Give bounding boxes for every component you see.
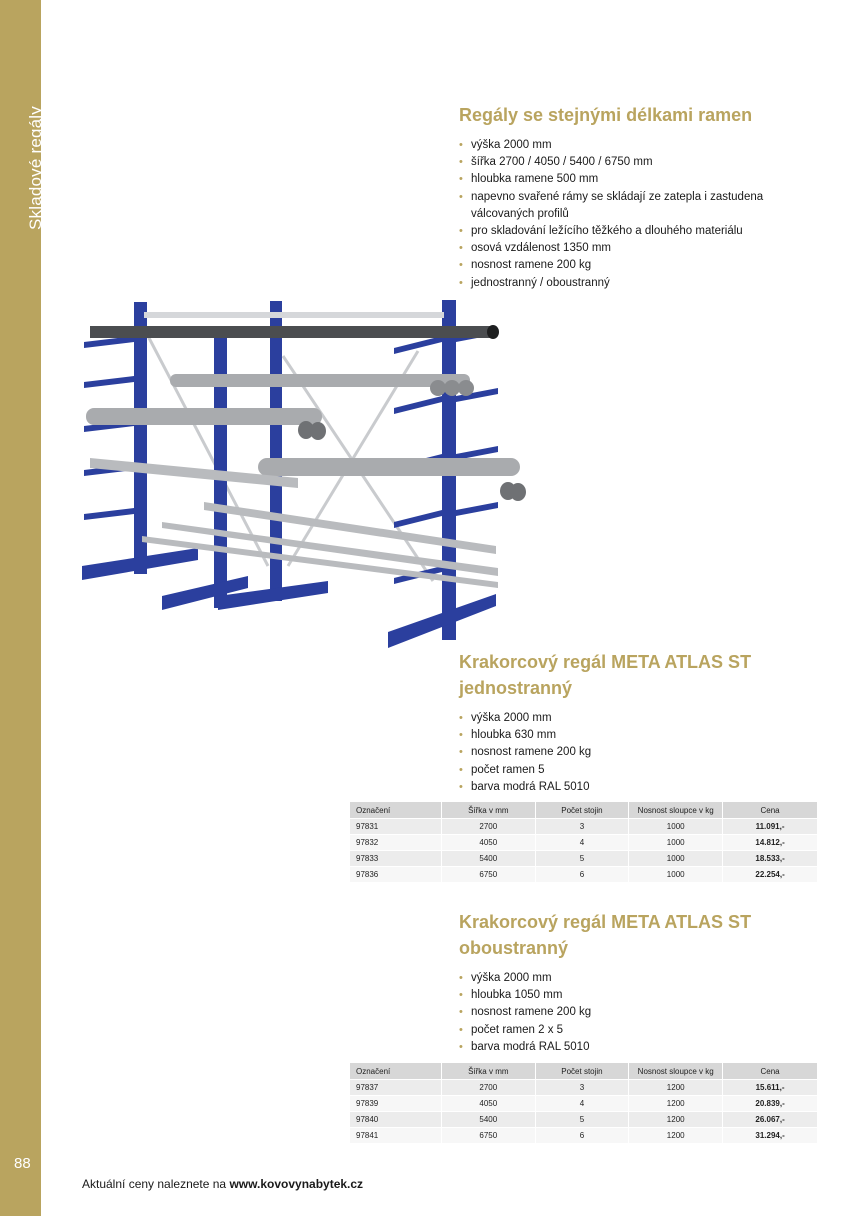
list-item: • hloubka 1050 mm bbox=[459, 987, 819, 1004]
table-cell: 6 bbox=[536, 1127, 629, 1143]
footer-prefix: Aktuální ceny naleznete na bbox=[82, 1177, 227, 1191]
table-cell: 1200 bbox=[629, 1079, 722, 1095]
column-header: Nosnost sloupce v kg bbox=[629, 802, 722, 818]
table-cell: 1200 bbox=[629, 1095, 722, 1111]
table-cell: 4050 bbox=[442, 834, 535, 850]
price-cell: 22.254,- bbox=[723, 866, 817, 882]
table-cell: 97840 bbox=[350, 1111, 441, 1127]
double-sided-title bbox=[459, 909, 819, 961]
table-cell: 4 bbox=[536, 1095, 629, 1111]
list-item: • šířka 2700 / 4050 / 5400 / 6750 mm bbox=[459, 154, 819, 171]
table-cell: 1000 bbox=[629, 866, 722, 882]
table-header-row bbox=[350, 1063, 817, 1079]
column-header: Počet stojin bbox=[536, 1063, 629, 1079]
list-item: • barva modrá RAL 5010 bbox=[459, 1039, 819, 1056]
section-label: Skladové regály bbox=[26, 106, 45, 230]
column-header: Šířka v mm bbox=[442, 802, 535, 818]
pipe-top-light bbox=[144, 312, 444, 318]
intro-bullets bbox=[459, 137, 819, 292]
list-item: • hloubka ramene 500 mm bbox=[459, 171, 819, 188]
list-item: • napevno svařené rámy se skládají ze zatepla i zastudena válcovaných profilů bbox=[459, 189, 779, 223]
pipe-middle-right bbox=[258, 458, 526, 501]
double-sided-price-table bbox=[349, 1063, 818, 1143]
table-row bbox=[350, 866, 817, 882]
list-item: • nosnost ramene 200 kg bbox=[459, 744, 819, 761]
price-cell: 11.091,- bbox=[723, 818, 817, 834]
table-row bbox=[350, 818, 817, 834]
table-row bbox=[350, 834, 817, 850]
list-item: • počet ramen 5 bbox=[459, 762, 819, 779]
table-cell: 4050 bbox=[442, 1095, 535, 1111]
double-sided-title-line1: Krakorcový regál META ATLAS ST bbox=[459, 912, 752, 932]
column-header: Cena bbox=[723, 802, 817, 818]
table-cell: 97839 bbox=[350, 1095, 441, 1111]
rack-column-left bbox=[82, 302, 198, 580]
table-cell: 3 bbox=[536, 818, 629, 834]
table-header-row bbox=[350, 802, 817, 818]
table-cell: 6 bbox=[536, 866, 629, 882]
double-sided-section bbox=[459, 909, 819, 1056]
list-item: • barva modrá RAL 5010 bbox=[459, 779, 819, 796]
table-cell: 4 bbox=[536, 834, 629, 850]
table-cell: 97833 bbox=[350, 850, 441, 866]
list-item: • pro skladování ležícího těžkého a dlouhého materiálu bbox=[459, 223, 819, 240]
single-sided-price-table bbox=[349, 802, 818, 882]
table-row bbox=[350, 1127, 817, 1143]
table-cell: 97831 bbox=[350, 818, 441, 834]
table-row bbox=[350, 850, 817, 866]
table-cell: 5400 bbox=[442, 1111, 535, 1127]
list-item: • výška 2000 mm bbox=[459, 970, 819, 987]
table-cell: 97832 bbox=[350, 834, 441, 850]
list-item: • hloubka 630 mm bbox=[459, 727, 819, 744]
column-header: Označení bbox=[350, 802, 441, 818]
double-sided-bullets bbox=[459, 970, 819, 1056]
list-item: • osová vzdálenost 1350 mm bbox=[459, 240, 819, 257]
table-cell: 2700 bbox=[442, 1079, 535, 1095]
table-row bbox=[350, 1111, 817, 1127]
pipe-dark bbox=[90, 325, 499, 339]
table-cell: 5400 bbox=[442, 850, 535, 866]
list-item: • výška 2000 mm bbox=[459, 710, 819, 727]
table-cell: 97841 bbox=[350, 1127, 441, 1143]
single-sided-bullets bbox=[459, 710, 819, 796]
side-band bbox=[0, 0, 45, 1216]
single-sided-title-line2: jednostranný bbox=[459, 678, 573, 698]
double-sided-title-line2: oboustranný bbox=[459, 938, 569, 958]
table-cell: 2700 bbox=[442, 818, 535, 834]
footer-url-link[interactable]: www.kovovynabytek.cz bbox=[229, 1177, 364, 1191]
single-sided-title-line1: Krakorcový regál META ATLAS ST bbox=[459, 652, 752, 672]
list-item: • počet ramen 2 x 5 bbox=[459, 1022, 819, 1039]
list-item: • nosnost ramene 200 kg bbox=[459, 257, 819, 274]
table-cell: 6750 bbox=[442, 866, 535, 882]
column-header: Šířka v mm bbox=[442, 1063, 535, 1079]
cantilever-rack-illustration bbox=[78, 296, 528, 652]
table-cell: 97837 bbox=[350, 1079, 441, 1095]
price-cell: 18.533,- bbox=[723, 850, 817, 866]
column-header: Počet stojin bbox=[536, 802, 629, 818]
table-row bbox=[350, 1079, 817, 1095]
pipe-middle-left bbox=[86, 408, 326, 440]
column-header: Cena bbox=[723, 1063, 817, 1079]
table-cell: 1000 bbox=[629, 850, 722, 866]
table-cell: 3 bbox=[536, 1079, 629, 1095]
column-header: Nosnost sloupce v kg bbox=[629, 1063, 722, 1079]
table-cell: 1200 bbox=[629, 1127, 722, 1143]
list-item: • výška 2000 mm bbox=[459, 137, 819, 154]
price-cell: 31.294,- bbox=[723, 1127, 817, 1143]
page-number: 88 bbox=[14, 1155, 31, 1172]
table-cell: 1000 bbox=[629, 834, 722, 850]
intro-section bbox=[459, 102, 819, 292]
table-cell: 1000 bbox=[629, 818, 722, 834]
table-cell: 5 bbox=[536, 1111, 629, 1127]
single-sided-title bbox=[459, 649, 819, 701]
price-cell: 15.611,- bbox=[723, 1079, 817, 1095]
single-sided-section bbox=[459, 649, 819, 796]
table-cell: 5 bbox=[536, 850, 629, 866]
footer-note bbox=[82, 1177, 363, 1191]
price-cell: 26.067,- bbox=[723, 1111, 817, 1127]
table-cell: 97836 bbox=[350, 866, 441, 882]
price-cell: 14.812,- bbox=[723, 834, 817, 850]
price-cell: 20.839,- bbox=[723, 1095, 817, 1111]
table-cell: 6750 bbox=[442, 1127, 535, 1143]
table-row bbox=[350, 1095, 817, 1111]
table-cell: 1200 bbox=[629, 1111, 722, 1127]
list-item: • nosnost ramene 200 kg bbox=[459, 1004, 819, 1021]
column-header: Označení bbox=[350, 1063, 441, 1079]
intro-title: Regály se stejnými délkami ramen bbox=[459, 105, 753, 125]
list-item: • jednostranný / oboustranný bbox=[459, 275, 819, 292]
